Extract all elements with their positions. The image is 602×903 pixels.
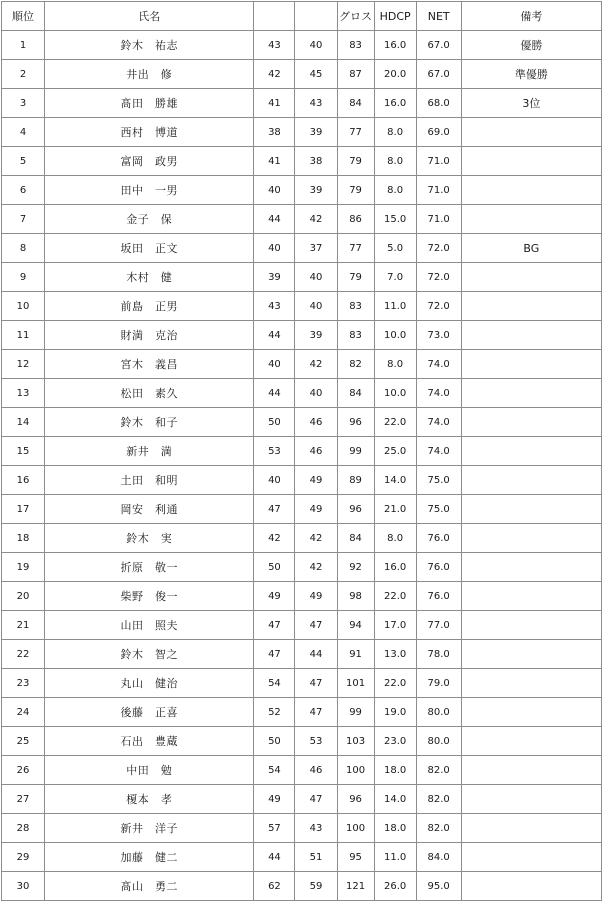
cell-in: 43 — [295, 89, 337, 118]
cell-rank: 10 — [2, 292, 45, 321]
cell-hdcp: 14.0 — [374, 466, 416, 495]
cell-name: 財満 克治 — [45, 321, 254, 350]
cell-gross: 101 — [337, 669, 374, 698]
table-row — [2, 350, 602, 379]
cell-in: 47 — [295, 785, 337, 814]
cell-name: 丸山 健治 — [45, 669, 254, 698]
cell-hdcp: 8.0 — [374, 176, 416, 205]
cell-note — [461, 669, 601, 698]
cell-net: 69.0 — [416, 118, 461, 147]
cell-out: 49 — [254, 582, 295, 611]
cell-out: 54 — [254, 669, 295, 698]
cell-name: 鈴木 祐志 — [45, 31, 254, 60]
cell-in: 51 — [295, 843, 337, 872]
cell-name: 井出 修 — [45, 60, 254, 89]
cell-hdcp: 25.0 — [374, 437, 416, 466]
cell-in: 40 — [295, 263, 337, 292]
cell-name: 松田 素久 — [45, 379, 254, 408]
cell-hdcp: 17.0 — [374, 611, 416, 640]
cell-gross: 96 — [337, 495, 374, 524]
cell-in: 42 — [295, 553, 337, 582]
cell-rank: 9 — [2, 263, 45, 292]
cell-hdcp: 22.0 — [374, 408, 416, 437]
cell-rank: 28 — [2, 814, 45, 843]
cell-out: 41 — [254, 89, 295, 118]
cell-gross: 98 — [337, 582, 374, 611]
cell-rank: 24 — [2, 698, 45, 727]
cell-note: 優勝 — [461, 31, 601, 60]
cell-name: 富岡 政男 — [45, 147, 254, 176]
cell-net: 73.0 — [416, 321, 461, 350]
cell-hdcp: 15.0 — [374, 205, 416, 234]
cell-note — [461, 611, 601, 640]
cell-net: 80.0 — [416, 698, 461, 727]
table-row — [2, 814, 602, 843]
cell-in: 46 — [295, 408, 337, 437]
cell-in: 42 — [295, 205, 337, 234]
cell-rank: 7 — [2, 205, 45, 234]
header-rank: 順位 — [2, 2, 45, 31]
cell-in: 47 — [295, 669, 337, 698]
cell-net: 75.0 — [416, 466, 461, 495]
cell-name: 金子 保 — [45, 205, 254, 234]
cell-in: 43 — [295, 814, 337, 843]
cell-out: 44 — [254, 843, 295, 872]
cell-note — [461, 292, 601, 321]
cell-net: 79.0 — [416, 669, 461, 698]
cell-net: 68.0 — [416, 89, 461, 118]
table-row — [2, 872, 602, 901]
cell-hdcp: 8.0 — [374, 350, 416, 379]
cell-out: 43 — [254, 292, 295, 321]
table-row — [2, 495, 602, 524]
cell-net: 84.0 — [416, 843, 461, 872]
cell-gross: 94 — [337, 611, 374, 640]
cell-net: 80.0 — [416, 727, 461, 756]
cell-in: 40 — [295, 379, 337, 408]
cell-rank: 26 — [2, 756, 45, 785]
cell-rank: 18 — [2, 524, 45, 553]
cell-name: 西村 博道 — [45, 118, 254, 147]
cell-in: 38 — [295, 147, 337, 176]
table-row — [2, 524, 602, 553]
cell-net: 67.0 — [416, 31, 461, 60]
cell-name: 髙田 勝雄 — [45, 89, 254, 118]
cell-note — [461, 553, 601, 582]
cell-name: 土田 和明 — [45, 466, 254, 495]
cell-note: BG — [461, 234, 601, 263]
table-row — [2, 205, 602, 234]
header-out — [254, 2, 295, 31]
table-row — [2, 466, 602, 495]
cell-gross: 121 — [337, 872, 374, 901]
cell-name: 加藤 健二 — [45, 843, 254, 872]
header-in — [295, 2, 337, 31]
cell-note — [461, 524, 601, 553]
cell-hdcp: 16.0 — [374, 31, 416, 60]
cell-net: 74.0 — [416, 350, 461, 379]
cell-gross: 84 — [337, 524, 374, 553]
cell-hdcp: 11.0 — [374, 843, 416, 872]
cell-gross: 83 — [337, 321, 374, 350]
cell-net: 72.0 — [416, 263, 461, 292]
table-row — [2, 756, 602, 785]
cell-hdcp: 8.0 — [374, 524, 416, 553]
cell-gross: 99 — [337, 698, 374, 727]
cell-note — [461, 263, 601, 292]
cell-in: 49 — [295, 495, 337, 524]
cell-rank: 14 — [2, 408, 45, 437]
cell-out: 57 — [254, 814, 295, 843]
cell-gross: 96 — [337, 785, 374, 814]
cell-hdcp: 22.0 — [374, 582, 416, 611]
cell-note — [461, 408, 601, 437]
cell-net: 74.0 — [416, 437, 461, 466]
cell-in: 42 — [295, 350, 337, 379]
cell-rank: 27 — [2, 785, 45, 814]
cell-name: 後藤 正喜 — [45, 698, 254, 727]
cell-note: 3位 — [461, 89, 601, 118]
results-table — [1, 1, 602, 901]
table-row — [2, 379, 602, 408]
cell-note — [461, 350, 601, 379]
cell-rank: 20 — [2, 582, 45, 611]
cell-net: 78.0 — [416, 640, 461, 669]
cell-out: 62 — [254, 872, 295, 901]
cell-in: 42 — [295, 524, 337, 553]
table-row — [2, 640, 602, 669]
cell-note: 準優勝 — [461, 60, 601, 89]
cell-in: 46 — [295, 756, 337, 785]
cell-name: 前島 正男 — [45, 292, 254, 321]
cell-net: 74.0 — [416, 379, 461, 408]
cell-rank: 25 — [2, 727, 45, 756]
cell-out: 40 — [254, 466, 295, 495]
cell-hdcp: 18.0 — [374, 756, 416, 785]
cell-hdcp: 10.0 — [374, 321, 416, 350]
header-name: 氏名 — [45, 2, 254, 31]
cell-hdcp: 16.0 — [374, 89, 416, 118]
cell-hdcp: 11.0 — [374, 292, 416, 321]
cell-gross: 89 — [337, 466, 374, 495]
cell-net: 82.0 — [416, 814, 461, 843]
cell-name: 石出 豊蔵 — [45, 727, 254, 756]
cell-gross: 91 — [337, 640, 374, 669]
cell-name: 新井 満 — [45, 437, 254, 466]
cell-out: 42 — [254, 524, 295, 553]
cell-gross: 77 — [337, 234, 374, 263]
cell-name: 山田 照夫 — [45, 611, 254, 640]
table-row — [2, 89, 602, 118]
table-row — [2, 843, 602, 872]
cell-name: 柴野 俊一 — [45, 582, 254, 611]
cell-name: 髙山 勇二 — [45, 872, 254, 901]
table-row — [2, 553, 602, 582]
cell-hdcp: 14.0 — [374, 785, 416, 814]
cell-out: 41 — [254, 147, 295, 176]
cell-out: 42 — [254, 60, 295, 89]
cell-out: 53 — [254, 437, 295, 466]
cell-rank: 12 — [2, 350, 45, 379]
header-hdcp: HDCP — [374, 2, 416, 31]
cell-rank: 17 — [2, 495, 45, 524]
cell-name: 鈴木 和子 — [45, 408, 254, 437]
table-row — [2, 611, 602, 640]
cell-net: 77.0 — [416, 611, 461, 640]
cell-note — [461, 466, 601, 495]
cell-in: 39 — [295, 176, 337, 205]
cell-out: 49 — [254, 785, 295, 814]
cell-rank: 16 — [2, 466, 45, 495]
results-body — [2, 31, 602, 901]
cell-net: 71.0 — [416, 176, 461, 205]
cell-gross: 86 — [337, 205, 374, 234]
cell-hdcp: 23.0 — [374, 727, 416, 756]
table-row — [2, 698, 602, 727]
cell-note — [461, 698, 601, 727]
cell-in: 37 — [295, 234, 337, 263]
cell-in: 49 — [295, 466, 337, 495]
cell-gross: 82 — [337, 350, 374, 379]
header-row — [2, 2, 602, 31]
table-row — [2, 292, 602, 321]
cell-hdcp: 16.0 — [374, 553, 416, 582]
cell-net: 67.0 — [416, 60, 461, 89]
cell-hdcp: 5.0 — [374, 234, 416, 263]
cell-note — [461, 379, 601, 408]
cell-gross: 83 — [337, 31, 374, 60]
cell-out: 44 — [254, 379, 295, 408]
cell-note — [461, 495, 601, 524]
cell-hdcp: 26.0 — [374, 872, 416, 901]
cell-out: 47 — [254, 611, 295, 640]
cell-name: 榎本 孝 — [45, 785, 254, 814]
cell-rank: 4 — [2, 118, 45, 147]
cell-net: 95.0 — [416, 872, 461, 901]
cell-net: 76.0 — [416, 524, 461, 553]
table-row — [2, 147, 602, 176]
cell-note — [461, 814, 601, 843]
cell-gross: 79 — [337, 147, 374, 176]
cell-name: 中田 勉 — [45, 756, 254, 785]
cell-gross: 87 — [337, 60, 374, 89]
table-row — [2, 582, 602, 611]
cell-out: 50 — [254, 408, 295, 437]
cell-net: 82.0 — [416, 785, 461, 814]
cell-name: 岡安 利通 — [45, 495, 254, 524]
cell-gross: 96 — [337, 408, 374, 437]
cell-net: 74.0 — [416, 408, 461, 437]
cell-rank: 5 — [2, 147, 45, 176]
cell-net: 72.0 — [416, 234, 461, 263]
cell-note — [461, 176, 601, 205]
cell-gross: 103 — [337, 727, 374, 756]
cell-rank: 13 — [2, 379, 45, 408]
cell-out: 47 — [254, 640, 295, 669]
cell-name: 田中 一男 — [45, 176, 254, 205]
table-row — [2, 727, 602, 756]
cell-hdcp: 19.0 — [374, 698, 416, 727]
cell-net: 82.0 — [416, 756, 461, 785]
cell-out: 50 — [254, 727, 295, 756]
cell-in: 47 — [295, 611, 337, 640]
table-row — [2, 60, 602, 89]
cell-gross: 92 — [337, 553, 374, 582]
cell-out: 50 — [254, 553, 295, 582]
cell-hdcp: 21.0 — [374, 495, 416, 524]
cell-gross: 100 — [337, 814, 374, 843]
header-net: NET — [416, 2, 461, 31]
cell-hdcp: 22.0 — [374, 669, 416, 698]
cell-out: 40 — [254, 234, 295, 263]
cell-hdcp: 18.0 — [374, 814, 416, 843]
cell-rank: 1 — [2, 31, 45, 60]
cell-rank: 21 — [2, 611, 45, 640]
cell-out: 43 — [254, 31, 295, 60]
cell-note — [461, 321, 601, 350]
cell-note — [461, 147, 601, 176]
cell-in: 40 — [295, 31, 337, 60]
cell-gross: 79 — [337, 263, 374, 292]
cell-name: 新井 洋子 — [45, 814, 254, 843]
cell-name: 宮木 義昌 — [45, 350, 254, 379]
cell-out: 47 — [254, 495, 295, 524]
cell-note — [461, 727, 601, 756]
cell-hdcp: 13.0 — [374, 640, 416, 669]
cell-in: 39 — [295, 321, 337, 350]
table-row — [2, 321, 602, 350]
cell-rank: 2 — [2, 60, 45, 89]
cell-name: 鈴木 智之 — [45, 640, 254, 669]
cell-out: 44 — [254, 205, 295, 234]
cell-rank: 8 — [2, 234, 45, 263]
cell-net: 75.0 — [416, 495, 461, 524]
cell-rank: 6 — [2, 176, 45, 205]
table-row — [2, 263, 602, 292]
cell-gross: 79 — [337, 176, 374, 205]
cell-rank: 15 — [2, 437, 45, 466]
cell-rank: 22 — [2, 640, 45, 669]
cell-hdcp: 7.0 — [374, 263, 416, 292]
cell-out: 44 — [254, 321, 295, 350]
cell-name: 折原 敬一 — [45, 553, 254, 582]
cell-out: 52 — [254, 698, 295, 727]
cell-out: 54 — [254, 756, 295, 785]
cell-name: 木村 健 — [45, 263, 254, 292]
cell-gross: 100 — [337, 756, 374, 785]
cell-rank: 11 — [2, 321, 45, 350]
cell-net: 71.0 — [416, 147, 461, 176]
cell-note — [461, 843, 601, 872]
cell-in: 47 — [295, 698, 337, 727]
cell-in: 46 — [295, 437, 337, 466]
cell-gross: 99 — [337, 437, 374, 466]
cell-gross: 84 — [337, 89, 374, 118]
header-gross: グロス — [337, 2, 374, 31]
table-row — [2, 176, 602, 205]
cell-out: 40 — [254, 176, 295, 205]
cell-note — [461, 205, 601, 234]
table-row — [2, 234, 602, 263]
cell-note — [461, 582, 601, 611]
cell-rank: 3 — [2, 89, 45, 118]
cell-net: 72.0 — [416, 292, 461, 321]
cell-gross: 77 — [337, 118, 374, 147]
cell-out: 38 — [254, 118, 295, 147]
cell-rank: 30 — [2, 872, 45, 901]
cell-hdcp: 20.0 — [374, 60, 416, 89]
cell-net: 71.0 — [416, 205, 461, 234]
cell-in: 59 — [295, 872, 337, 901]
cell-gross: 84 — [337, 379, 374, 408]
cell-hdcp: 10.0 — [374, 379, 416, 408]
cell-name: 坂田 正文 — [45, 234, 254, 263]
cell-note — [461, 785, 601, 814]
cell-in: 40 — [295, 292, 337, 321]
cell-note — [461, 437, 601, 466]
table-row — [2, 31, 602, 60]
cell-in: 49 — [295, 582, 337, 611]
cell-rank: 29 — [2, 843, 45, 872]
table-row — [2, 437, 602, 466]
cell-out: 39 — [254, 263, 295, 292]
cell-note — [461, 118, 601, 147]
cell-hdcp: 8.0 — [374, 147, 416, 176]
cell-net: 76.0 — [416, 553, 461, 582]
cell-rank: 23 — [2, 669, 45, 698]
cell-hdcp: 8.0 — [374, 118, 416, 147]
cell-note — [461, 640, 601, 669]
cell-gross: 83 — [337, 292, 374, 321]
cell-gross: 95 — [337, 843, 374, 872]
table-row — [2, 408, 602, 437]
cell-in: 45 — [295, 60, 337, 89]
cell-out: 40 — [254, 350, 295, 379]
cell-name: 鈴木 実 — [45, 524, 254, 553]
cell-note — [461, 872, 601, 901]
table-row — [2, 669, 602, 698]
table-row — [2, 785, 602, 814]
header-note: 備考 — [461, 2, 601, 31]
cell-note — [461, 756, 601, 785]
cell-rank: 19 — [2, 553, 45, 582]
table-row — [2, 118, 602, 147]
cell-in: 39 — [295, 118, 337, 147]
cell-in: 44 — [295, 640, 337, 669]
cell-net: 76.0 — [416, 582, 461, 611]
cell-in: 53 — [295, 727, 337, 756]
